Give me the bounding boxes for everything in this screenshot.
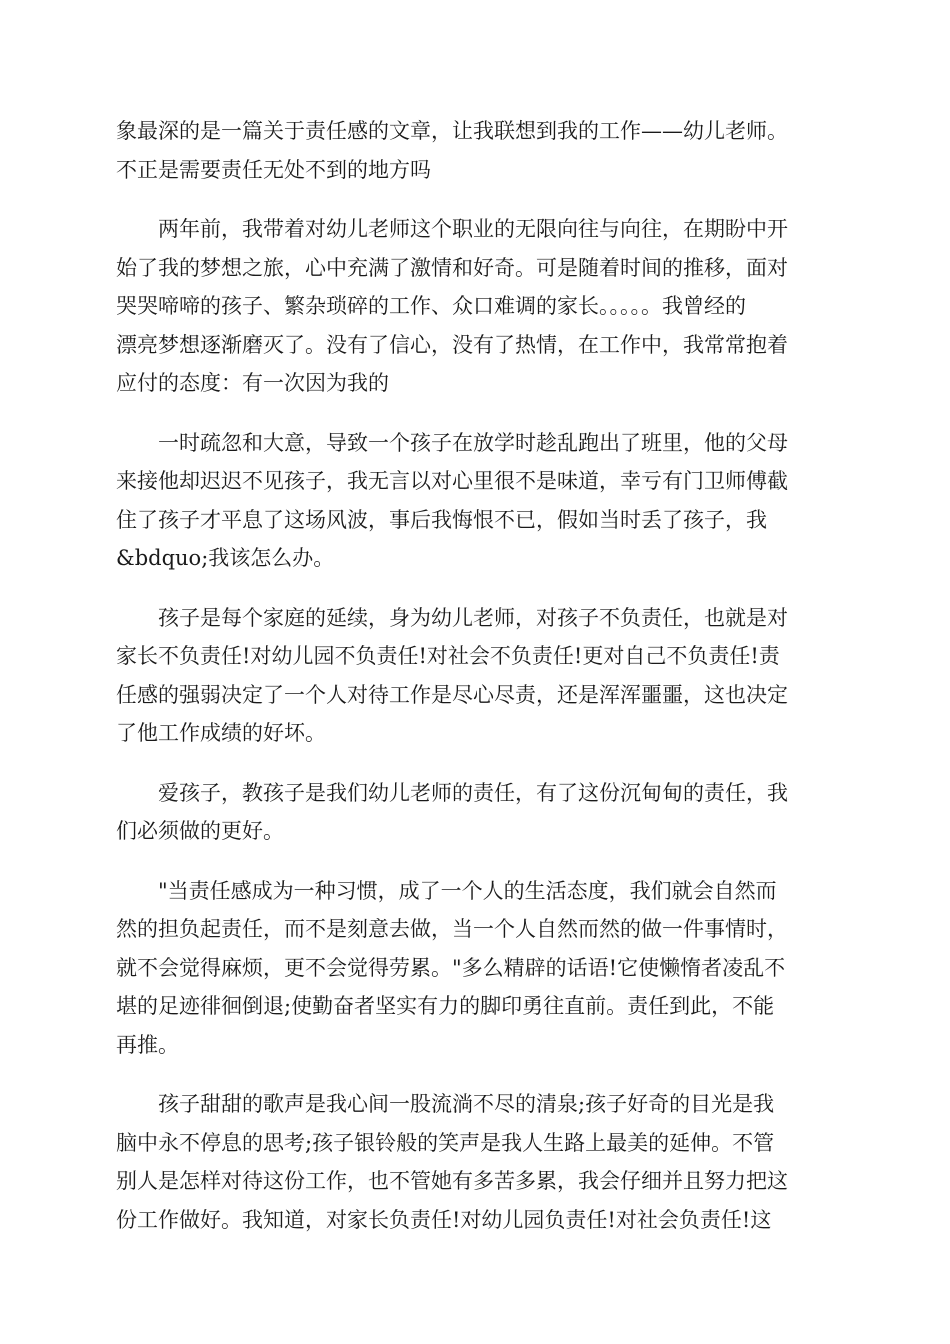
text-line: 任感的强弱决定了一个人对待工作是尽心尽责，还是浑浑噩噩，这也决定	[116, 682, 788, 707]
text-line: &bdquo;我该怎么办。	[116, 546, 335, 570]
text-line: 堪的足迹徘徊倒退;使勤奋者坚实有力的脚印勇往直前。责任到此，不能	[116, 994, 775, 1018]
paragraph-3	[116, 424, 836, 578]
document-body	[116, 112, 836, 1260]
text-line: 爱孩子，教孩子是我们幼儿老师的责任，有了这份沉甸甸的责任，我	[158, 780, 788, 805]
paragraph-5	[116, 774, 836, 851]
text-line: 家长不负责任!对幼儿园不负责任!对社会不负责任!更对自己不负责任!责	[116, 644, 780, 668]
text-line: 来接他却迟迟不见孩子，我无言以对心里很不是味道，幸亏有门卫师傅截	[116, 469, 788, 493]
paragraph-6	[116, 872, 836, 1065]
text-line: 然的担负起责任，而不是刻意去做，当一个人自然而然的做一件事情时，	[116, 917, 788, 941]
paragraph-1	[116, 112, 836, 189]
text-line: 两年前，我带着对幼儿老师这个职业的无限向往与向往，在期盼中开	[158, 217, 788, 241]
text-line: 脑中永不停息的思考;孩子银铃般的笑声是我人生路上最美的延伸。不管	[116, 1130, 775, 1155]
paragraph-7	[116, 1085, 836, 1239]
text-line: 住了孩子才平息了这场风波，事后我悔恨不已，假如当时丢了孩子，我	[116, 507, 767, 532]
text-line: 一时疏忽和大意，导致一个孩子在放学时趁乱跑出了班里，他的父母	[158, 430, 788, 455]
text-line: 就不会觉得麻烦，更不会觉得劳累。"多么精辟的话语!它使懒惰者凌乱不	[116, 955, 786, 980]
text-line: 哭哭啼啼的孩子、繁杂琐碎的工作、众口难调的家长。。。。。我曾经的	[116, 294, 746, 318]
text-line: 们必须做的更好。	[116, 819, 284, 843]
text-line: 份工作做好。我知道，对家长负责任!对幼儿园负责任!对社会负责任!这	[116, 1207, 772, 1232]
text-line: 别人是怎样对待这份工作，也不管她有多苦多累，我会仔细并且努力把这	[116, 1169, 788, 1193]
text-line: 应付的态度：有一次因为我的	[116, 371, 389, 395]
text-line: 再推。	[116, 1032, 179, 1057]
paragraph-4	[116, 599, 836, 753]
text-line: 不正是需要责任无处不到的地方吗	[116, 157, 431, 182]
text-line: 始了我的梦想之旅，心中充满了激情和好奇。可是随着时间的推移，面对	[116, 255, 788, 280]
text-line: 漂亮梦想逐渐磨灭了。没有了信心，没有了热情，在工作中，我常常抱着	[116, 332, 788, 357]
text-line: 孩子是每个家庭的延续，身为幼儿老师，对孩子不负责任，也就是对	[158, 605, 788, 630]
text-line: 象最深的是一篇关于责任感的文章，让我联想到我的工作——幼儿老师。	[116, 119, 788, 143]
text-line: "当责任感成为一种习惯，成了一个人的生活态度，我们就会自然而	[158, 878, 777, 903]
paragraph-2	[116, 210, 836, 403]
text-line: 了他工作成绩的好坏。	[116, 721, 326, 745]
text-line: 孩子甜甜的歌声是我心间一股流淌不尽的清泉;孩子好奇的目光是我	[158, 1092, 775, 1116]
